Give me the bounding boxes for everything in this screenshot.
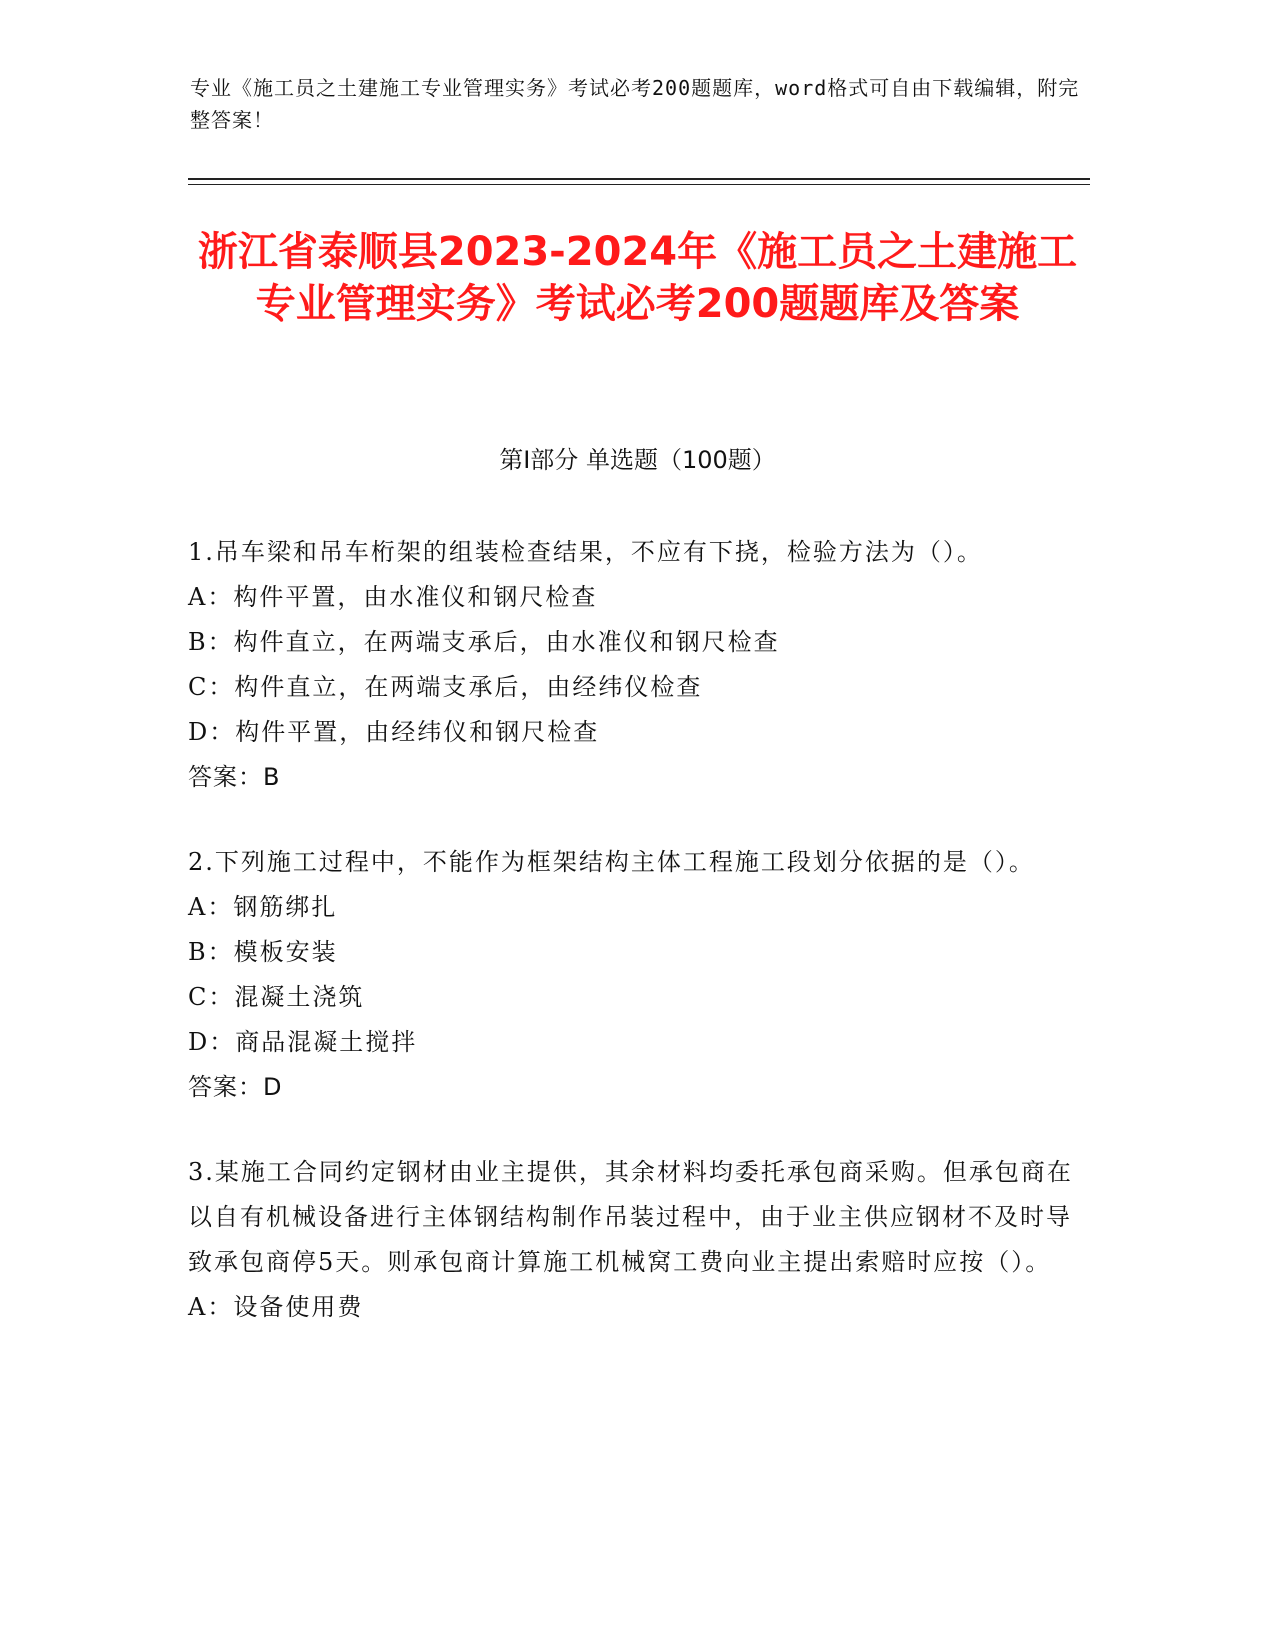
question-stem: 3.某施工合同约定钢材由业主提供，其余材料均委托承包商采购。但承包商在以自有机械设备进行主体钢结构制作吊装过程中，由于业主供应钢材不及时导致承包商停5天。则承包商计算施工机械窝工费向业主提出索赔时应按（）。 <box>188 1158 1073 1276</box>
option-b: B：模板安装 <box>188 938 338 966</box>
question-item <box>188 840 1088 1110</box>
question-item <box>188 530 1088 800</box>
option-b: B：构件直立，在两端支承后，由水准仪和钢尺检查 <box>188 628 780 656</box>
document-title: 浙江省泰顺县2023-2024年《施工员之土建施工专业管理实务》考试必考200题题库及答案 <box>197 229 1078 327</box>
question-stem: 2.下列施工过程中，不能作为框架结构主体工程施工段划分依据的是（）。 <box>188 848 1035 876</box>
header-note: 专业《施工员之土建施工专业管理实务》考试必考200题题库，word格式可自由下载编辑，附完整答案！ <box>190 76 1080 132</box>
option-a: A：设备使用费 <box>188 1293 364 1321</box>
option-c: C：构件直立，在两端支承后，由经纬仪检查 <box>188 673 703 701</box>
option-d: D：构件平置，由经纬仪和钢尺检查 <box>188 718 600 746</box>
option-a: A：构件平置，由水准仪和钢尺检查 <box>188 583 598 611</box>
answer-line: 答案：B <box>188 763 281 791</box>
header-divider-thin <box>188 184 1090 185</box>
section-title: 第Ⅰ部分 单选题（100题） <box>499 446 776 474</box>
answer-line: 答案：D <box>188 1073 283 1101</box>
question-list <box>188 530 1088 1370</box>
question-item <box>188 1150 1088 1330</box>
option-a: A：钢筋绑扎 <box>188 893 338 921</box>
question-stem: 1.吊车梁和吊车桁架的组装检查结果，不应有下挠，检验方法为（）。 <box>188 538 983 566</box>
option-c: C：混凝土浇筑 <box>188 983 365 1011</box>
header-divider-thick <box>188 178 1090 180</box>
option-d: D：商品混凝土搅拌 <box>188 1028 418 1056</box>
